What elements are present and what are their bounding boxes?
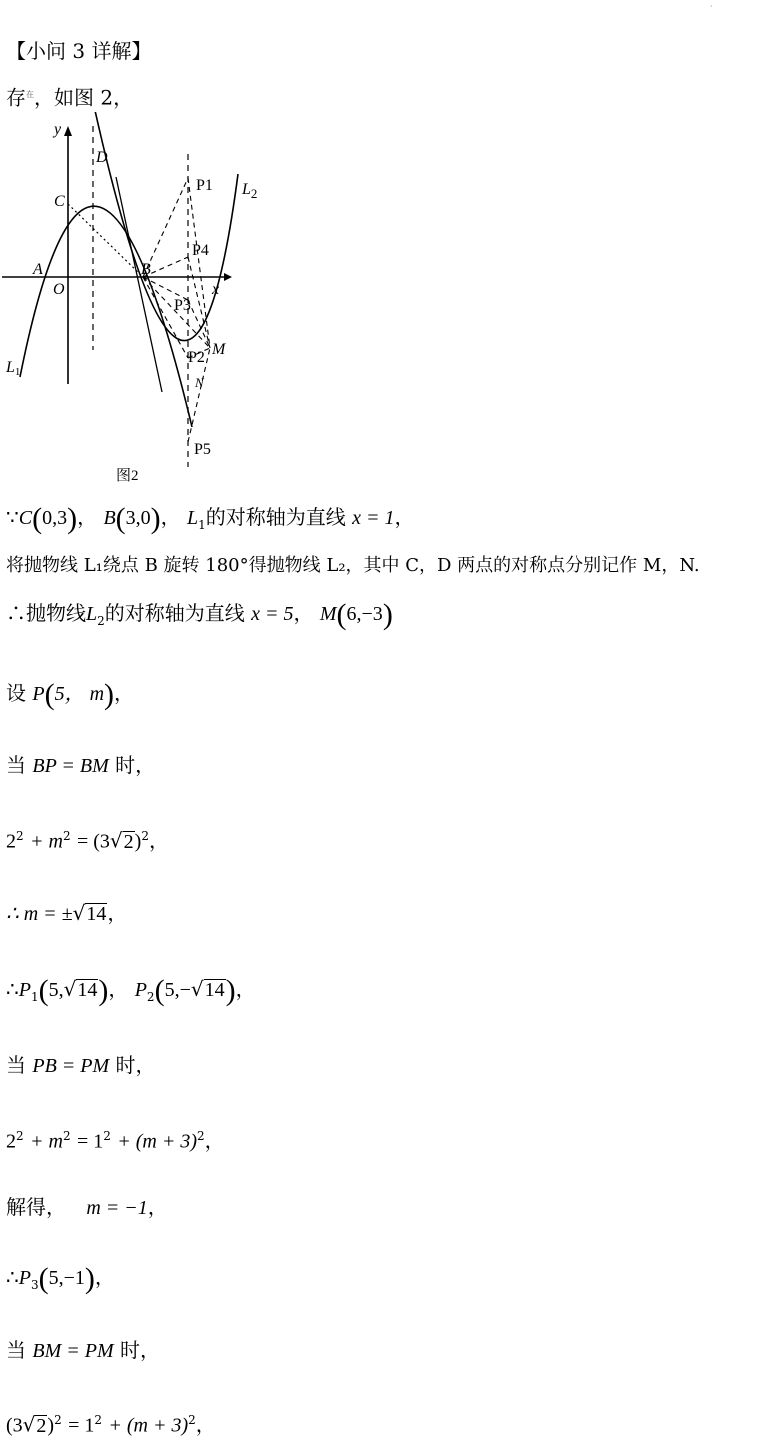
line-13 (6, 1337, 160, 1364)
l1-sep: ， (77, 505, 98, 529)
l4-p: P (32, 683, 45, 705)
l7-end: ， (107, 901, 128, 925)
l3-pre: ∴抛物线 (6, 601, 86, 625)
label-c: C (54, 193, 65, 210)
l1-sep2: ， (160, 505, 181, 529)
l13-post: 时， (119, 1338, 160, 1362)
l8-pre: ∴ (6, 977, 19, 1001)
l11-eq: m = −1 (86, 1197, 148, 1219)
l11-pre: 解得， (6, 1195, 66, 1219)
l5-pre: 当 (6, 753, 26, 777)
l14-rad: 2 (36, 1414, 47, 1437)
l8-end: ， (235, 977, 256, 1001)
l10-a: 2 (6, 1130, 16, 1153)
l9-pre: 当 (6, 1053, 26, 1077)
line-4: 设 P(5， m)， (6, 678, 135, 711)
l1-end: ， (394, 505, 415, 529)
l14-b: ) (47, 1414, 55, 1437)
segment-p4m (188, 257, 210, 348)
l8-p1: P (18, 979, 31, 1001)
l8-rad1: 14 (77, 979, 98, 1001)
l13-pre: 当 (6, 1338, 26, 1362)
l1-c-args: 0,3 (42, 507, 68, 529)
l6-c: = (3 (76, 830, 110, 853)
l4-args: 5， m (54, 683, 105, 705)
intro-line (6, 82, 133, 111)
line-6: $2^2 + m^2 = (3√2)^2$， (6, 828, 169, 853)
l14-a: (3 (6, 1414, 23, 1437)
l1-c: C (18, 507, 33, 529)
label-x: x (212, 281, 220, 298)
l3-L-sub: 2 (97, 614, 105, 628)
label-p5: P5 (194, 441, 211, 458)
l6-a: 2 (6, 830, 16, 853)
l8-args2: 5,− (164, 979, 191, 1001)
label-l2-sub: 2 (250, 186, 258, 201)
l9-eq: PB = PM (32, 1055, 110, 1077)
line-11 (6, 1194, 168, 1221)
l13-eq: BM = PM (32, 1340, 114, 1362)
label-d: D (96, 149, 108, 166)
l10-b: + m (30, 1130, 63, 1153)
l10-end: ， (204, 1128, 225, 1153)
l14-end: ， (195, 1412, 216, 1437)
line-3: ∴抛物线$L_2$的对称轴为直线 x = 5， M(6,−3) (6, 598, 393, 631)
l6-rad: 2 (123, 830, 134, 853)
label-p1: P1 (196, 177, 213, 194)
line-bm (116, 177, 162, 392)
label-l2-letter: L (242, 181, 251, 198)
l6-end: ， (148, 828, 169, 853)
label-p4: P4 (192, 242, 209, 259)
l8-args1: 5, (48, 979, 64, 1001)
figure-2 (2, 112, 282, 482)
parabola-l2 (92, 112, 238, 341)
label-l1-letter: L (6, 359, 15, 376)
intro-mark: 在 (26, 90, 34, 99)
section-header: 【小问 3 详解】 (6, 39, 152, 63)
l5-eq: BP = BM (32, 755, 109, 777)
segment-cb (68, 204, 143, 277)
l12-p-sub: 3 (30, 1278, 39, 1292)
label-b: B (141, 261, 151, 278)
figure-caption: 图2 (116, 468, 139, 482)
x-axis-arrow (224, 273, 232, 281)
l8-rad2: 14 (204, 979, 225, 1001)
l4-end: ， (114, 681, 135, 705)
parabola-l1 (20, 206, 192, 427)
label-m: M (212, 341, 226, 358)
label-p2: P2 (188, 349, 205, 366)
l1-eq: x = 1 (352, 507, 395, 529)
label-n: N (195, 375, 204, 390)
l12-args: 5,−1 (48, 1267, 85, 1289)
l10-c: = 1 (76, 1130, 104, 1153)
l4-pre: 设 (6, 681, 26, 705)
label-l1 (5, 359, 20, 378)
l3-eq: x = 5 (251, 603, 294, 625)
l8-p1-sub: 1 (30, 990, 39, 1004)
line-2: 将抛物线 L₁绕点 B 旋转 180°得抛物线 L₂，其中 C，D 两点的对称点分别记作 M，N. (6, 555, 700, 576)
label-o: O (53, 281, 65, 298)
line-10: $2^2 + m^2 = 1^2 + (m + 3)^2$， (6, 1128, 225, 1153)
l1-L: L (187, 507, 199, 529)
l14-c: = 1 (68, 1414, 95, 1437)
line-8: $\therefore P_1(5,√14)$， $P_2(5,-√14)$， (6, 974, 256, 1007)
l12-p: P (18, 1267, 31, 1289)
l8-p2: P (134, 979, 147, 1001)
l8-p2-sub: 2 (146, 990, 155, 1004)
l1-b: B (103, 507, 116, 529)
l1-L-sub: 1 (198, 518, 206, 532)
segment-p1m (188, 178, 210, 348)
l5-post: 时， (115, 753, 156, 777)
line-9 (6, 1052, 156, 1079)
label-l2 (241, 181, 257, 201)
l1-b-args: 3,0 (125, 507, 151, 529)
label-l1-sub: 1 (14, 366, 21, 378)
l12-end: ， (94, 1265, 115, 1289)
l10-d: + (m + 3) (117, 1130, 197, 1153)
l6-b: + m (30, 830, 63, 853)
l12-pre: ∴ (6, 1265, 19, 1289)
l7-pre: ∴ m = ± (6, 903, 73, 925)
l3-m-args: 6,−3 (346, 603, 383, 625)
intro-rest: ，如图 2， (34, 85, 134, 110)
l3-L: L (86, 603, 98, 625)
l1-because: ∵ (6, 505, 19, 529)
l3-text: 的对称轴为直线 (104, 601, 245, 625)
line-12: $\therefore P_3(5,-1)$， (6, 1262, 115, 1295)
l1-text: 的对称轴为直线 (205, 505, 346, 529)
l8-sep: ， (108, 977, 129, 1001)
l3-sep: ， (293, 601, 314, 625)
label-p3: P3 (174, 297, 191, 314)
line-1: ∵C(0,3)， B(3,0)， $L_1$的对称轴为直线 x = 1， (6, 502, 415, 535)
l9-post: 时， (115, 1053, 156, 1077)
l11-end: ， (147, 1195, 168, 1219)
y-axis-arrow (64, 126, 72, 136)
corner-speck: · (710, 2, 713, 11)
label-a: A (33, 261, 43, 278)
l14-d: + (m + 3) (108, 1414, 189, 1437)
l6-d: ) (134, 830, 142, 853)
l7-rad: 14 (86, 903, 107, 925)
line-7: ∴ m = ±√14， (6, 901, 128, 925)
label-y: y (54, 121, 62, 138)
intro-text: 存 (6, 85, 26, 110)
line-5 (6, 752, 155, 779)
line-14: $(3√2)^2 = 1^2 + (m + 3)^2$， (6, 1412, 216, 1437)
l3-m: M (319, 603, 337, 625)
